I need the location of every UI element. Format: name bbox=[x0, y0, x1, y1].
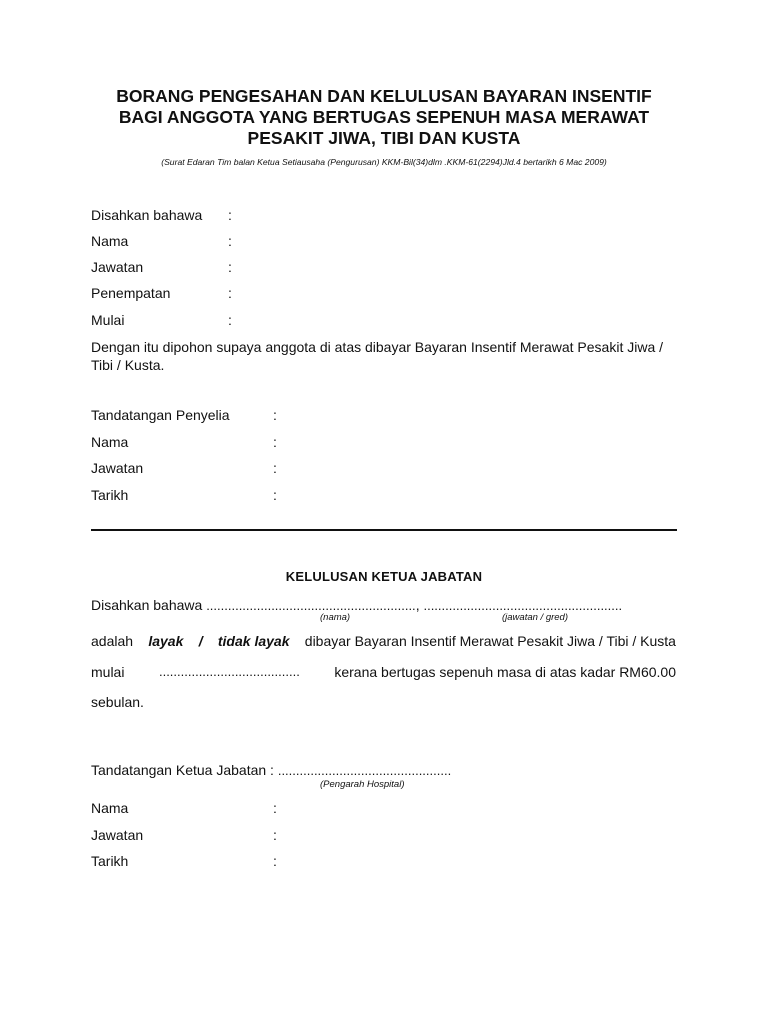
approval-eligibility-line bbox=[91, 633, 676, 649]
approval-per-month: sebulan. bbox=[91, 694, 144, 710]
approval-post-dots: ....................................................... bbox=[423, 598, 623, 613]
request-paragraph bbox=[91, 338, 686, 374]
field-penempatan-label: Penempatan bbox=[91, 285, 171, 301]
head-signature-line bbox=[91, 762, 451, 778]
head-nama-colon: : bbox=[273, 800, 277, 816]
start-rest: kerana bertugas sepenuh masa di atas kadar RM60.00 bbox=[334, 664, 676, 680]
head-tarikh-colon: : bbox=[273, 853, 277, 869]
supervisor-signature-colon: : bbox=[273, 407, 277, 423]
start-date-dots: ....................................... bbox=[158, 664, 300, 679]
supervisor-tarikh-colon: : bbox=[273, 487, 277, 503]
field-nama-colon: : bbox=[228, 233, 232, 249]
field-nama-label: Nama bbox=[91, 233, 129, 249]
approval-title: KELULUSAN KETUA JABATAN bbox=[285, 569, 483, 584]
request-line-1: Dengan itu dipohon supaya anggota di atas dibayar Bayaran Insentif Merawat Pesakit Jiwa / bbox=[91, 339, 664, 355]
field-jawatan-colon: : bbox=[228, 259, 232, 275]
eligibility-slash: / bbox=[198, 633, 203, 649]
start-prefix: mulai bbox=[91, 664, 125, 680]
head-jawatan-colon: : bbox=[273, 827, 277, 843]
approval-certify-prefix: Disahkan bahawa bbox=[91, 597, 203, 613]
supervisor-nama-colon: : bbox=[273, 434, 277, 450]
head-tarikh-label: Tarikh bbox=[91, 853, 129, 869]
title-line-2: BAGI ANGGOTA YANG BERTUGAS SEPENUH MASA MERAWAT bbox=[118, 107, 650, 127]
field-jawatan-label: Jawatan bbox=[91, 259, 144, 275]
head-nama-label: Nama bbox=[91, 800, 129, 816]
supervisor-tarikh-label: Tarikh bbox=[91, 487, 129, 503]
field-mulai-colon: : bbox=[228, 312, 232, 328]
approval-start-line bbox=[91, 664, 676, 680]
approval-name-dots: .......................................................... bbox=[206, 598, 416, 613]
approval-certify-line bbox=[91, 597, 622, 613]
field-penempatan-colon: : bbox=[228, 285, 232, 301]
approval-comma: , bbox=[415, 597, 420, 613]
supervisor-jawatan-colon: : bbox=[273, 460, 277, 476]
reference-note: (Surat Edaran Tim balan Ketua Setiausaha (Pengurusan) KKM-Bil(34)dlm .KKM-61(2294)Jld.4 bertarikh 6 Mac 2009) bbox=[161, 157, 607, 167]
title-line-1: BORANG PENGESAHAN DAN KELULUSAN BAYARAN INSENTIF bbox=[116, 86, 652, 106]
field-mulai-label: Mulai bbox=[91, 312, 125, 328]
head-signature-label: Tandatangan Ketua Jabatan : bbox=[91, 762, 274, 778]
eligibility-prefix: adalah bbox=[91, 633, 134, 649]
eligibility-rest: dibayar Bayaran Insentif Merawat Pesakit Jiwa / Tibi / Kusta bbox=[304, 633, 676, 649]
request-line-2: Tibi / Kusta. bbox=[91, 357, 165, 373]
eligibility-tidak-layak: tidak layak bbox=[217, 633, 290, 649]
head-jawatan-label: Jawatan bbox=[91, 827, 144, 843]
field-disahkan-label: Disahkan bahawa bbox=[91, 207, 203, 223]
supervisor-nama-label: Nama bbox=[91, 434, 129, 450]
eligibility-layak: layak bbox=[148, 633, 184, 649]
hint-pengarah-hospital: (Pengarah Hospital) bbox=[320, 779, 405, 790]
section-divider bbox=[91, 529, 677, 531]
hint-jawatan-gred: (jawatan / gred) bbox=[502, 612, 569, 623]
field-disahkan-colon: : bbox=[228, 207, 232, 223]
form-title bbox=[60, 86, 708, 149]
hint-nama: (nama) bbox=[320, 612, 351, 623]
supervisor-jawatan-label: Jawatan bbox=[91, 460, 144, 476]
supervisor-signature-label: Tandatangan Penyelia bbox=[91, 407, 230, 423]
title-line-3: PESAKIT JIWA, TIBI DAN KUSTA bbox=[247, 128, 521, 148]
head-signature-dots: ................................................ bbox=[277, 763, 452, 778]
